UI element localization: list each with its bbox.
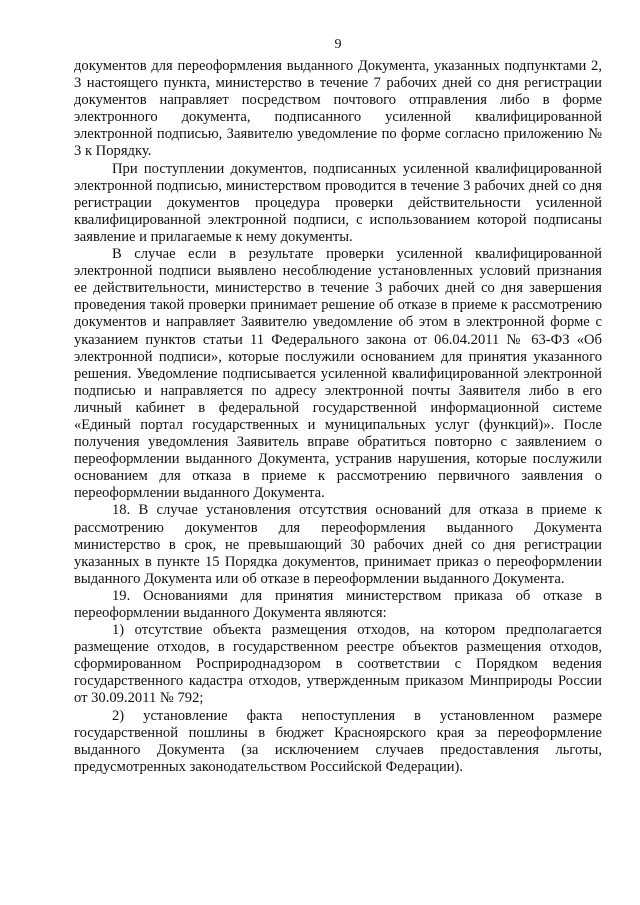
- paragraph-continuation: документов для переоформления выданного Документа, указанных подпунктами 2, 3 настоящего пункта, министерство в течение 7 рабочих дней со дня регистрации документов направляет посредством почтового отправления либо в форме электронного документа, подписанного усиленной квалифицированной электронной подписью, Заявителю уведомление по форме согласно приложению № 3 к Порядку.: [74, 58, 602, 160]
- page-number: 9: [334, 37, 342, 52]
- paragraph-subitem-2: 2) установление факта непоступления в установленном размере государственной пошлины в бюджет Красноярского края за переоформление выданного Документа (за исключением случаев предоставления льготы, предусмотренных законодательством Российской Федерации).: [74, 707, 602, 775]
- paragraph-item-18: 18. В случае установления отсутствия оснований для отказа в приеме к рассмотрению документов для переоформления выданного Документа министерство в срок, не превышающий 30 рабочих дней со дня регистрации указанных в пункте 15 Порядка документов, принимает приказ о переоформлении выданного Документа или об отказе в переоформлении выданного Документа.: [74, 502, 602, 587]
- document-body: [74, 58, 602, 776]
- document-page: [74, 0, 602, 905]
- paragraph-item-19: 19. Основаниями для принятия министерством приказа об отказе в переоформлении выданного Документа являются:: [74, 587, 602, 621]
- paragraph-signature-invalid: В случае если в результате проверки усиленной квалифицированной электронной подписи выявлено несоблюдение установленных условий признания ее действительности, министерство в течение 3 рабочих дней со дня завершения проведения такой проверки принимает решение об отказе в приеме к рассмотрению документов и направляет Заявителю уведомление об этом в электронной форме с указанием пунктов статьи 11 Федерального закона от 06.04.2011 № 63-ФЗ «Об электронной подписи», которые послужили основанием для принятия указанного решения. Уведомление подписывается усиленной квалифицированной электронной подписью и направляется по адресу электронной почты Заявителя либо в его личный кабинет в федеральной государственной информационной системе «Единый портал государственных и муниципальных услуг (функций)». После получения уведомления Заявитель вправе обратиться повторно с заявлением о переоформлении выданного Документа, устранив нарушения, которые послужили основанием для отказа в приеме к рассмотрению первичного заявления о переоформлении выданного Документа.: [74, 246, 602, 502]
- paragraph-subitem-1: 1) отсутствие объекта размещения отходов, на котором предполагается размещение отходов, в государственном реестре объектов размещения отходов, сформированном Росприроднадзором в соответствии с Порядком ведения государственного кадастра отходов, утвержденным приказом Минприроды России от 30.09.2011 № 792;: [74, 622, 602, 707]
- paragraph-signature-check: При поступлении документов, подписанных усиленной квалифицированной электронной подписью, министерством проводится в течение 3 рабочих дней со дня регистрации документов процедура проверки действительности усиленной квалифицированной электронной подписи, с использованием которой подписаны заявление и прилагаемые к нему документы.: [74, 160, 602, 245]
